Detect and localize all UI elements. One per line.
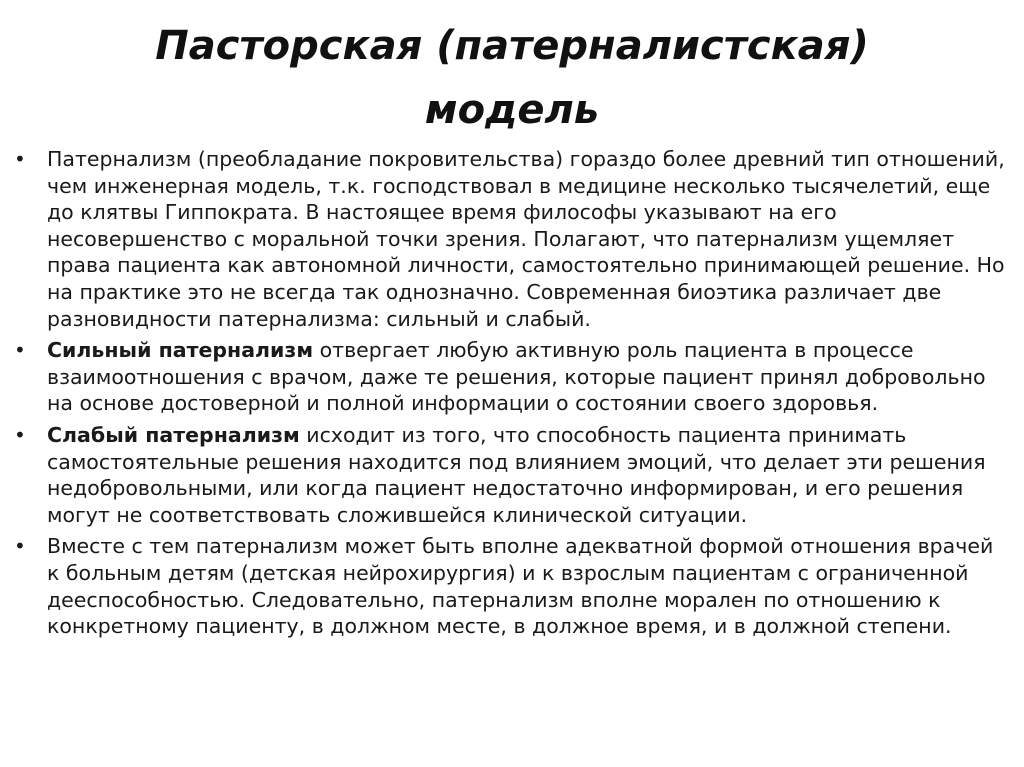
- bullet-list: [12, 146, 1012, 645]
- slide-title-line-2: модель: [424, 87, 600, 133]
- slide-title-line-1: Пасторская (патерналистская): [155, 23, 869, 69]
- bullet-term: Слабый патернализм: [47, 422, 300, 447]
- slide-title: [60, 14, 964, 142]
- bullet-text: Патернализм (преобладание покровительства) гораздо более древний тип отношений, чем инженерная модель, т.к. господствовал в медицине несколько тысячелетий, еще до клятвы Гиппократа. В настоящее время философы указывают на его несовершенство с моральной точки зрения. Полагают, что патернализм ущемляет права пациента как автономной личности, самостоятельно принимающей решение. Но на практике это не всегда так однозначно. Современная биоэтика различает две разновидности патернализма: сильный и слабый.: [47, 147, 1005, 331]
- bullet-item: [12, 422, 1012, 528]
- bullet-text: отвергает любую активную роль пациента в процессе взаимоотношения с врачом, даже те решения, которые пациент принял добровольно на основе достоверной и полной информации о состоянии своего здоровья.: [47, 338, 986, 416]
- bullet-item: [12, 337, 1012, 417]
- bullet-icon: •: [14, 338, 26, 363]
- bullet-item: [12, 533, 1012, 639]
- bullet-icon: •: [14, 147, 26, 171]
- bullet-icon: •: [14, 422, 26, 447]
- bullet-text: исходит из того, что способность пациента принимать самостоятельные решения находится под влиянием эмоций, что делает эти решения недобровольными, или когда пациент недостаточно информирован, и его решения могут не соответствовать сложившейся клинической ситуации.: [47, 422, 986, 527]
- bullet-item: [12, 146, 1012, 332]
- bullet-term: Сильный патернализм: [47, 338, 314, 363]
- bullet-icon: •: [14, 534, 26, 559]
- bullet-text: Вместе с тем патернализм может быть вполне адекватной формой отношения врачей к больным детям (детская нейрохирургия) и к взрослым пациентам с ограниченной дееспособностью. Следовательно, патернализм вполне морален по отношению к конкретному пациенту, в должном месте, в должное время, и в должной степени.: [47, 534, 994, 639]
